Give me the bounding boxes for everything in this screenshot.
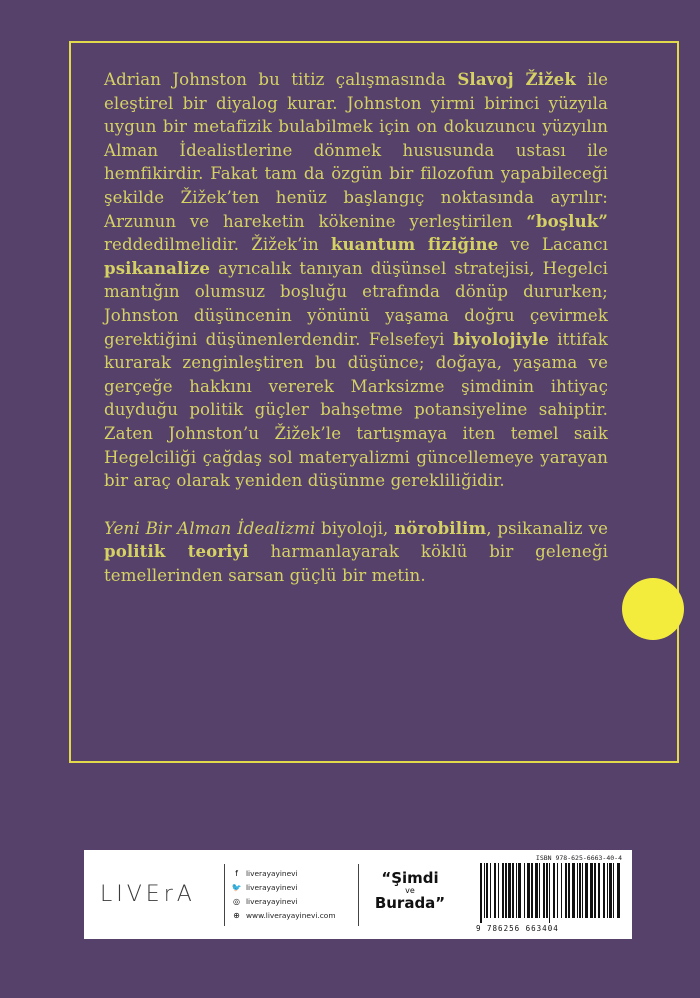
barcode-bar	[572, 863, 575, 918]
text-run: , psikanaliz ve	[486, 518, 608, 538]
barcode-bar	[505, 863, 507, 918]
text-run: Adrian Johnston bu titiz çalışmasında	[104, 70, 458, 89]
isbn-label: ISBN 978-625-6663-40-4	[535, 854, 622, 862]
emphasis-bold: politik teoriyi	[104, 541, 249, 562]
barcode-bar	[535, 863, 538, 918]
divider	[224, 864, 225, 926]
barcode-bar	[498, 863, 499, 918]
social-label: liverayayinevi	[246, 868, 298, 878]
social-link[interactable]	[232, 894, 336, 908]
twitter-icon: 🐦	[231, 882, 242, 892]
barcode-bar	[546, 863, 548, 918]
social-link[interactable]	[232, 866, 336, 880]
barcode-bar	[585, 863, 588, 918]
blurb-paragraph-1	[104, 68, 608, 493]
emphasis-bold: Slavoj Žižek	[457, 69, 576, 89]
instagram-icon: ◎	[233, 896, 240, 906]
emphasis-bold: biyolojiyle	[452, 328, 549, 349]
barcode	[476, 854, 626, 936]
barcode-bars	[476, 863, 626, 923]
series-line-3: Burada”	[374, 894, 446, 912]
series-logo	[370, 870, 450, 911]
barcode-bar	[516, 863, 517, 918]
emphasis-bold: kuantum fiziğine	[330, 234, 499, 255]
facebook-icon: f	[235, 868, 238, 878]
barcode-bar	[524, 863, 525, 918]
barcode-bar	[565, 863, 567, 918]
barcode-bar	[609, 863, 612, 918]
barcode-bar	[543, 863, 545, 918]
barcode-bar	[607, 863, 608, 918]
emphasis-bold: “boşluk”	[526, 210, 608, 231]
social-links	[232, 866, 336, 922]
social-link[interactable]	[232, 880, 336, 894]
barcode-bar	[603, 863, 605, 918]
barcode-bar	[518, 863, 521, 918]
emphasis-bold: psikanalize	[104, 257, 211, 278]
barcode-bar	[579, 863, 581, 918]
barcode-bar	[512, 863, 514, 918]
barcode-bar	[557, 863, 558, 918]
barcode-bar	[494, 863, 496, 918]
barcode-bar	[594, 863, 596, 918]
social-label: liverayayinevi	[246, 896, 298, 906]
barcode-digits: 9 786256 663404	[476, 924, 559, 933]
barcode-bar	[613, 863, 614, 918]
text-run: biyoloji,	[315, 518, 395, 538]
blurb-paragraph-2	[104, 517, 608, 588]
publisher-logo: LIVErA	[100, 882, 196, 907]
text-run: ile eleştirel bir diyalog kurar. Johnston yirmi birinci yüzyıla uygun bir metafizik bulabilmek için on dokuzuncu yüzyılın Alman İdealistlerine dönmek hususunda ustası ile hemfikirdir. Fakat tam da özgün bir filozofun yapabileceği şekilde Žižek’ten henüz başlangıç noktasında ayrılır: Arzunun ve hareketin kökenine yerleştirilen	[104, 70, 609, 231]
text-run: harmanlayarak köklü bir geleneği temellerinden sarsan güçlü bir metin.	[104, 542, 608, 585]
social-link[interactable]	[232, 908, 336, 922]
series-line-1: “Şimdi	[381, 869, 439, 887]
series-line-2: ve	[405, 886, 415, 895]
emphasis-italic: Yeni Bir Alman İdealizmi	[104, 518, 316, 538]
barcode-bar	[561, 863, 562, 918]
barcode-bar	[553, 863, 555, 918]
barcode-bar	[577, 863, 578, 918]
barcode-bar	[484, 863, 485, 918]
globe-icon: ⊕	[233, 910, 240, 920]
barcode-bar	[539, 863, 540, 918]
text-run: ayrıcalık tanıyan düşünsel stratejisi, Hegelci mantığın olumsuz boşluğu etrafında dönüp dururken; Johnston düşüncenin yönünü yaşama doğru çevirmek gerektiğini düşünenlerdendir. Felsefeyi	[104, 258, 608, 349]
barcode-bar	[531, 863, 533, 918]
text-run: reddedilmelidir. Žižek’in	[104, 235, 331, 255]
social-label: www.liverayayinevi.com	[246, 910, 336, 920]
barcode-bar	[590, 863, 593, 918]
barcode-bar	[598, 863, 600, 918]
social-label: liverayayinevi	[246, 882, 298, 892]
barcode-bar	[490, 863, 491, 918]
barcode-bar	[502, 863, 504, 918]
barcode-bar	[617, 863, 620, 918]
text-run: ittifak kurarak zenginleştiren bu düşünce; doğaya, yaşama ve gerçeğe hakkını vererek Marksizme şimdinin ihtiyaç duyduğu politik güçler bahşetme potansiyeline sahiptir. Zaten Johnston’u Žižek’le tartışmaya iten temel saik Hegelciliği çağdaş sol materyalizmi güncellemeye yarayan bir araç olarak yeniden düşünme gerekliliğidir.	[104, 329, 608, 491]
yellow-dot	[622, 578, 684, 640]
emphasis-bold: nörobilim	[394, 517, 487, 538]
barcode-bar	[527, 863, 530, 918]
barcode-bar	[549, 863, 550, 923]
barcode-bar	[568, 863, 570, 918]
back-cover-blurb	[104, 68, 608, 587]
text-run: ve Lacancı	[498, 235, 608, 255]
barcode-bar	[508, 863, 511, 918]
barcode-bar	[582, 863, 583, 918]
barcode-strip	[84, 850, 632, 939]
barcode-bar	[480, 863, 482, 923]
divider	[358, 864, 359, 926]
barcode-bar	[486, 863, 488, 918]
